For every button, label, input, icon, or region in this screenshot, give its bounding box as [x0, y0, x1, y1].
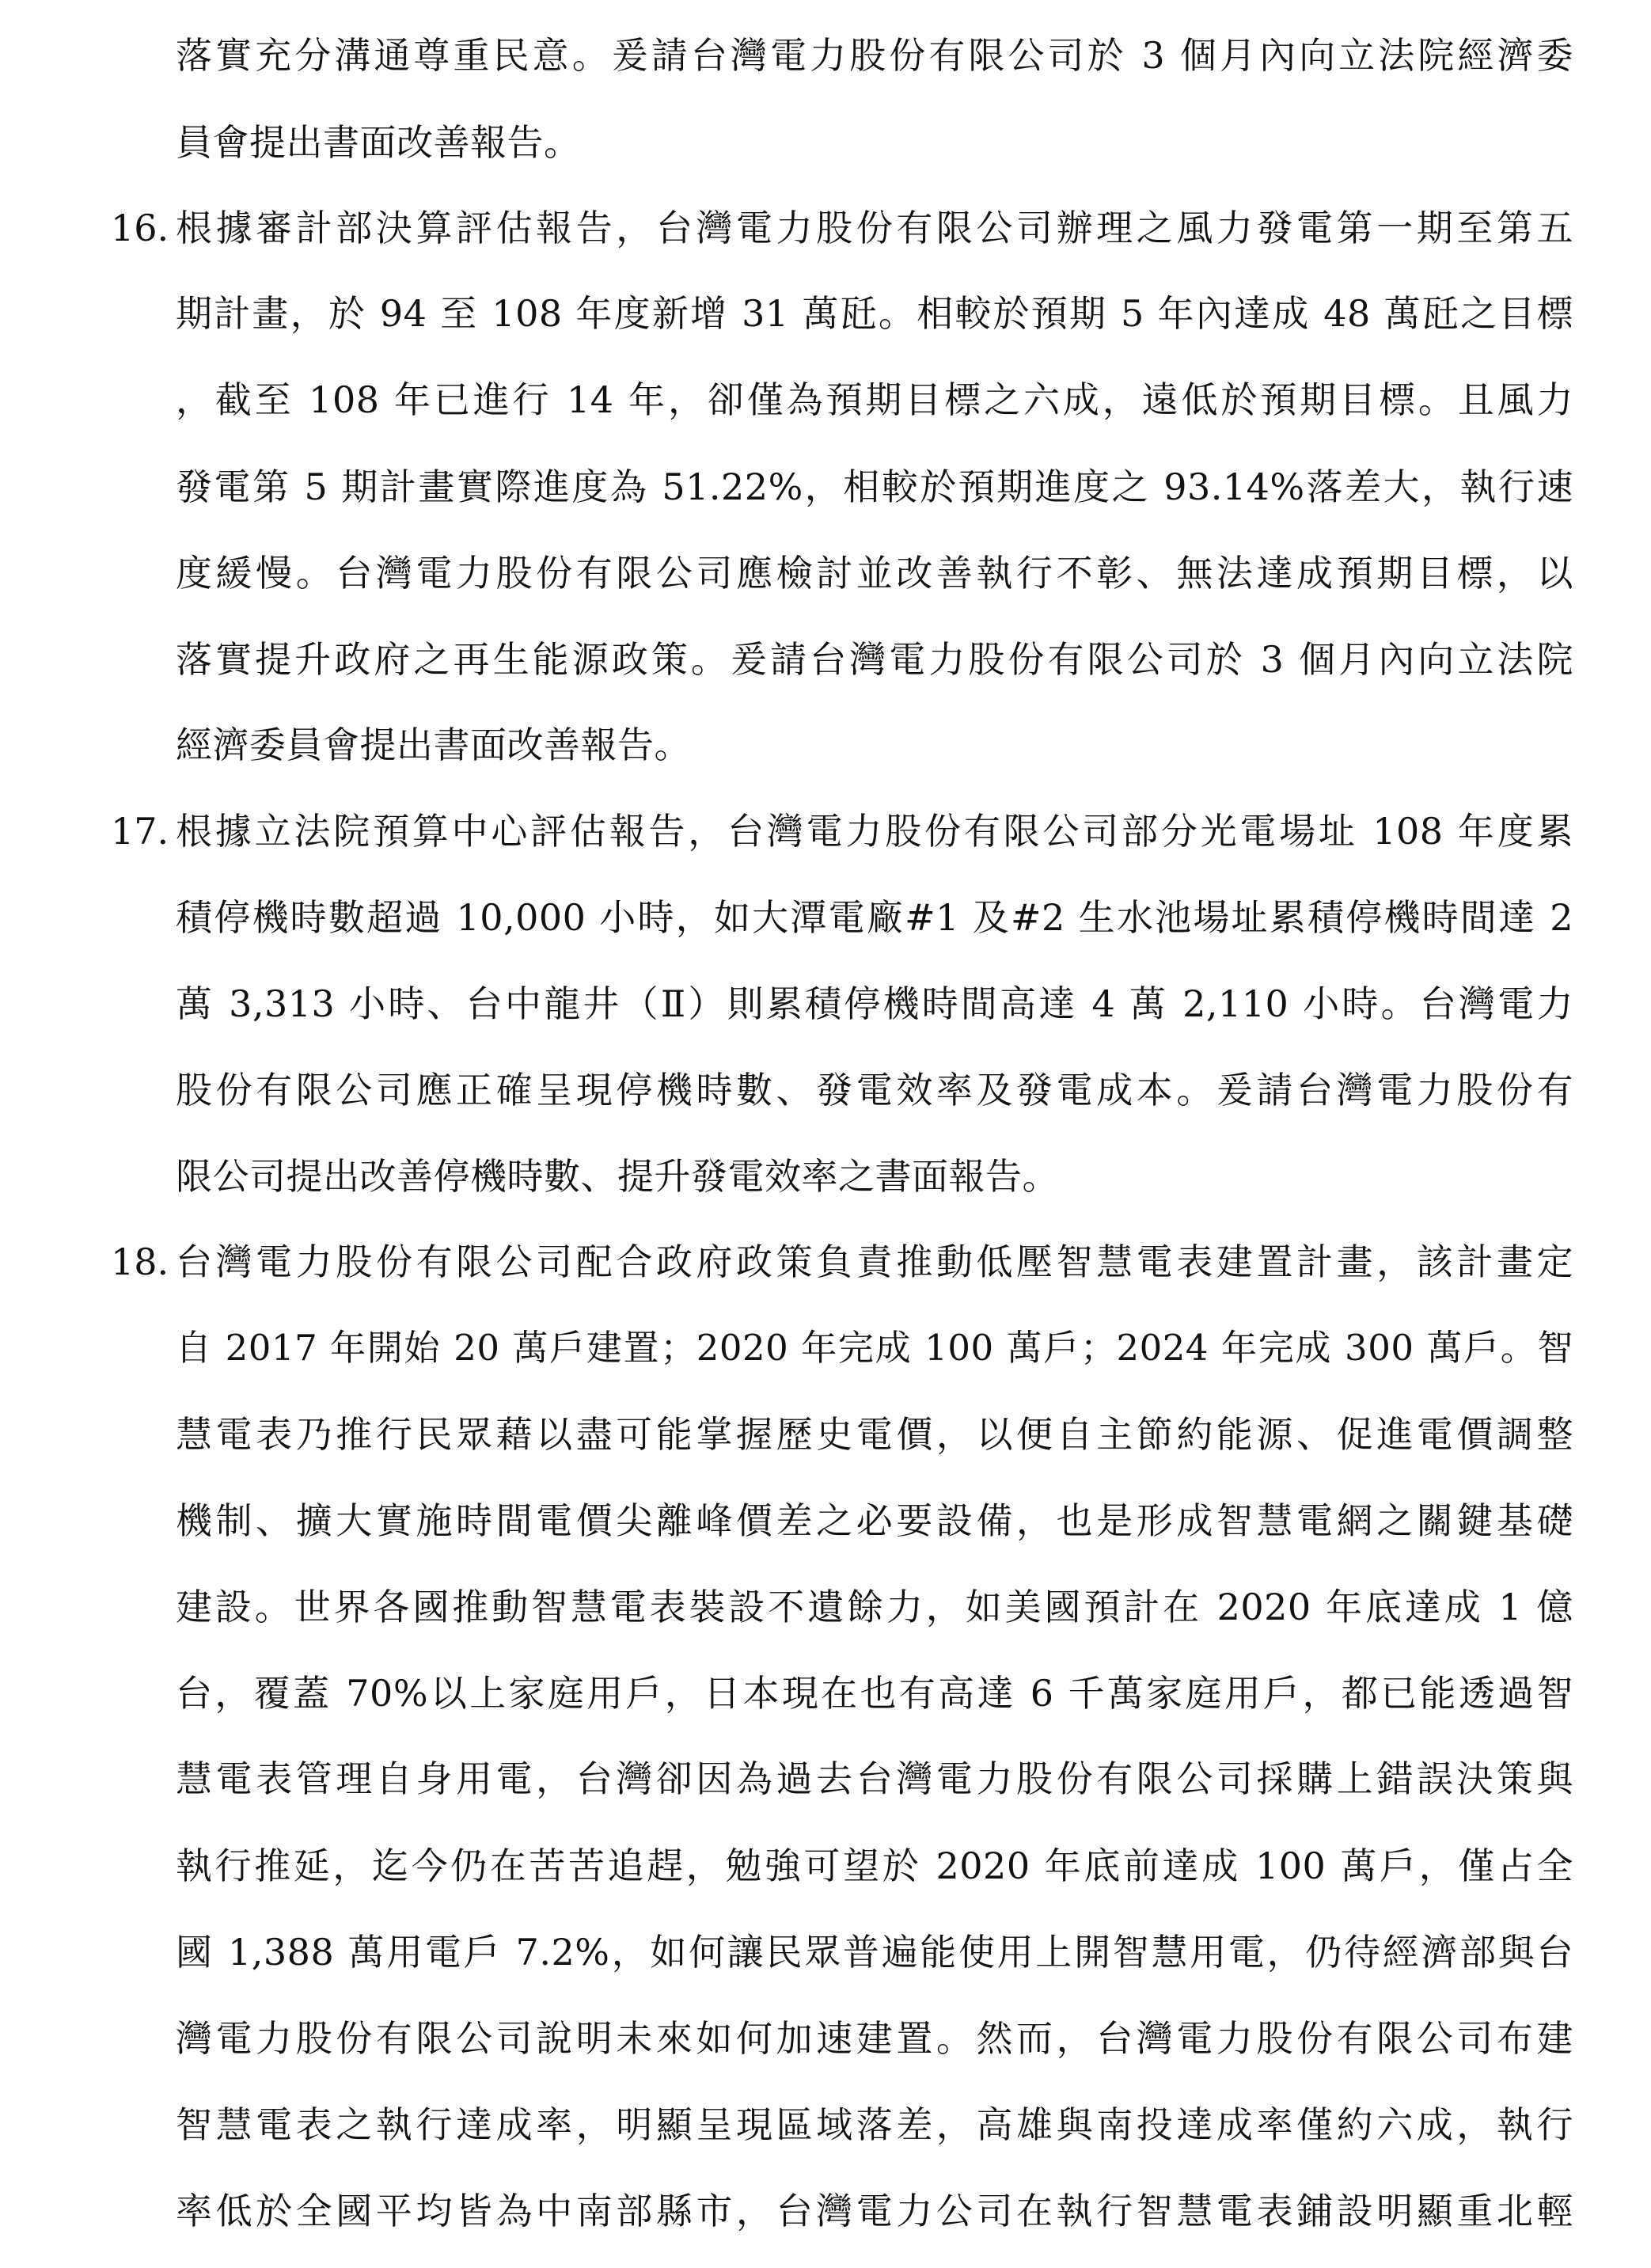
- intro-line: 員會提出書面改善報告。: [176, 121, 581, 165]
- item-18-line: 率低於全國平均皆為中南部縣市，台灣電力公司在執行智慧電表鋪設明顯重北輕: [176, 2190, 1573, 2232]
- item-16-line: 發電第 5 期計畫實際進度為 51.22%，相較於預期進度之 93.14%落差大，執行速: [176, 465, 1573, 508]
- item-16-line: 根據審計部決算評估報告，台灣電力股份有限公司辦理之風力發電第一期至第五: [176, 207, 1573, 250]
- item-18-line: 台灣電力股份有限公司配合政府政策負責推動低壓智慧電表建置計畫，該計畫定: [176, 1240, 1573, 1283]
- item-16-line: ，截至 108 年已進行 14 年，卻僅為預期目標之六成，遠低於預期目標。且風力: [176, 378, 1573, 422]
- item-number-16: 16.: [111, 207, 169, 250]
- item-17-line: 根據立法院預算中心評估報告，台灣電力股份有限公司部分光電場址 108 年度累: [176, 810, 1573, 853]
- item-18-line: 國 1,388 萬用電戶 7.2%，如何讓民眾普遍能使用上開智慧用電，仍待經濟部與台: [176, 1930, 1573, 1974]
- item-18-line: 慧電表乃推行民眾藉以盡可能掌握歷史電價，以便自主節約能源、促進電價調整: [176, 1412, 1573, 1456]
- item-18-line: 智慧電表之執行達成率，明顯呈現區域落差，高雄與南投達成率僅約六成，執行: [176, 2103, 1573, 2146]
- item-17-line: 積停機時數超過 10,000 小時，如大潭電廠#1 及#2 生水池場址累積停機時間達 2: [176, 896, 1573, 940]
- item-number-17: 17.: [111, 810, 169, 853]
- item-18-line: 建設。世界各國推動智慧電表裝設不遺餘力，如美國預計在 2020 年底達成 1 億: [176, 1586, 1573, 1629]
- item-16-line: 落實提升政府之再生能源政策。爰請台灣電力股份有限公司於 3 個月內向立法院: [176, 637, 1573, 681]
- item-16-line: 度緩慢。台灣電力股份有限公司應檢討並改善執行不彰、無法達成預期目標，以: [176, 551, 1573, 595]
- item-18-line: 灣電力股份有限公司說明未來如何加速建置。然而，台灣電力股份有限公司布建: [176, 2016, 1573, 2060]
- item-18-line: 機制、擴大實施時間電價尖離峰價差之必要設備，也是形成智慧電網之關鍵基礎: [176, 1499, 1573, 1543]
- item-17-line: 限公司提出改善停機時數、提升發電效率之書面報告。: [176, 1154, 1059, 1198]
- item-18-line: 台，覆蓋 70%以上家庭用戶，日本現在也有高達 6 千萬家庭用戶，都已能透過智: [176, 1672, 1573, 1715]
- item-18-line: 執行推延，迄今仍在苦苦追趕，勉強可望於 2020 年底前達成 100 萬戶，僅占全: [176, 1844, 1573, 1887]
- item-18-line: 自 2017 年開始 20 萬戶建置；2020 年完成 100 萬戶；2024 年完成 300 萬戶。智: [176, 1326, 1573, 1369]
- item-18-line: 慧電表管理自身用電，台灣卻因為過去台灣電力股份有限公司採購上錯誤決策與: [176, 1757, 1573, 1801]
- item-17-line: 萬 3,313 小時、台中龍井（Ⅱ）則累積停機時間高達 4 萬 2,110 小時。台灣電力: [176, 982, 1573, 1026]
- intro-line: 落實充分溝通尊重民意。爰請台灣電力股份有限公司於 3 個月內向立法院經濟委: [176, 34, 1573, 77]
- item-16-line: 經濟委員會提出書面改善報告。: [176, 723, 691, 766]
- item-17-line: 股份有限公司應正確呈現停機時數、發電效率及發電成本。爰請台灣電力股份有: [176, 1069, 1573, 1112]
- item-16-line: 期計畫，於 94 至 108 年度新增 31 萬瓩。相較於預期 5 年內達成 48 萬瓩之目標: [176, 292, 1573, 336]
- item-number-18: 18.: [111, 1240, 169, 1283]
